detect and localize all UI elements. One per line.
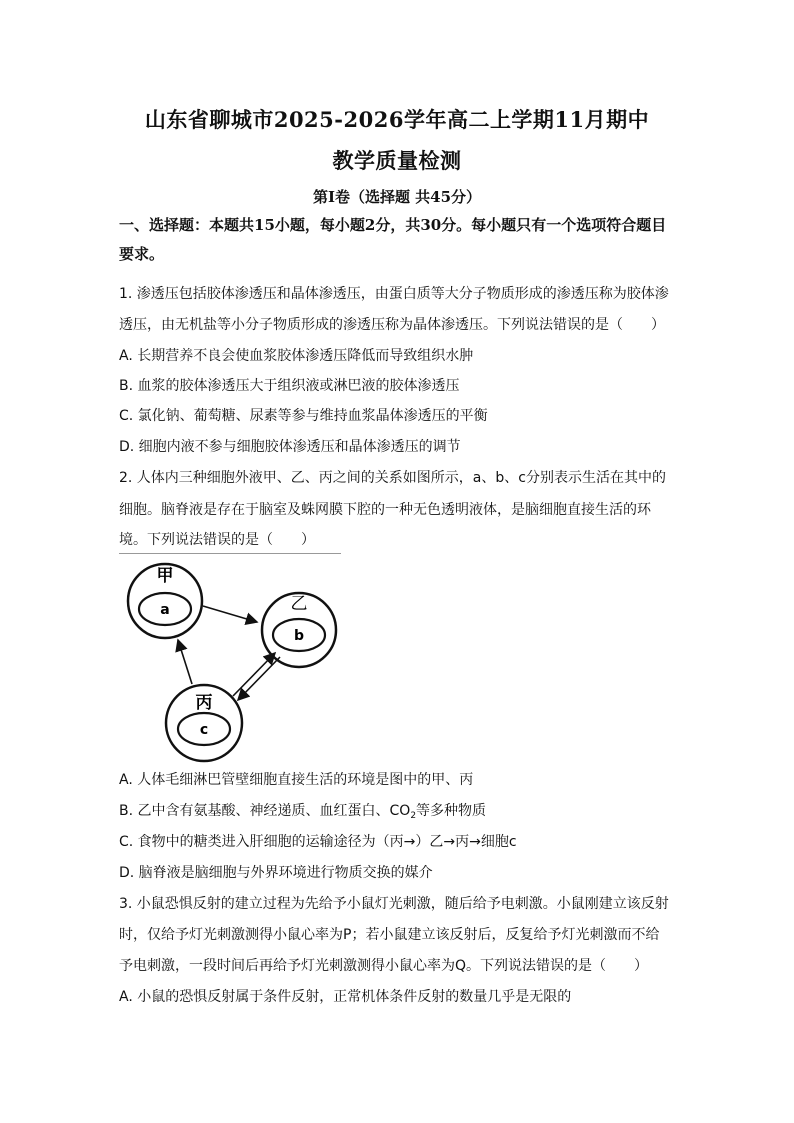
cell-a-label: a [160,602,170,618]
q1-option-d: D. 细胞内液不参与细胞胶体渗透压和晶体渗透压的调节 [119,439,461,455]
arrow-bing-to-jia [178,640,192,684]
section-heading: 一、选择题：本题共15小题，每小题2分，共30分。每小题只有一个选项符合题目要求。 [119,216,667,263]
q2-option-b-text: B. 乙中含有氨基酸、神经递质、血红蛋白、CO [119,803,411,819]
bing-label: 丙 [195,693,213,713]
q1-stem-line1: 1. 渗透压包括胶体渗透压和晶体渗透压，由蛋白质等大分子物质形成的渗透压称为胶体渗 [119,286,669,302]
q1-option-a: A. 长期营养不良会使血浆胶体渗透压降低而导致组织水肿 [119,348,474,364]
q1-stem-line2: 透压，由无机盐等小分子物质形成的渗透压称为晶体渗透压。下列说法错误的是（ ） [119,317,665,333]
q1-option-c: C. 氯化钠、葡萄糖、尿素等参与维持血浆晶体渗透压的平衡 [119,408,488,424]
part-title: 第Ⅰ卷（选择题 共45分） [312,188,482,206]
q2-option-b-tail: 等多种物质 [416,803,487,819]
exam-title: 山东省聊城市2025-2026学年高二上学期11月期中 [144,107,650,132]
exam-title-line2: 教学质量检测 [332,148,462,173]
cell-c-label: c [199,722,209,738]
q3-option-a: A. 小鼠的恐惧反射属于条件反射，正常机体条件反射的数量几乎是无限的 [119,989,572,1005]
jia-label: 甲 [156,566,174,586]
q3-stem-line2: 时，仅给予灯光刺激测得小鼠心率为P；若小鼠建立该反射后，反复给予灯光刺激而不给 [119,927,660,943]
q2-option-a: A. 人体毛细淋巴管壁细胞直接生活的环境是图中的甲、丙 [119,772,474,788]
q2-option-b-subscript: 2 [410,811,417,821]
q3-stem-line3: 予电刺激，一段时间后再给予灯光刺激测得小鼠心率为Q。下列说法错误的是（ ） [119,958,649,974]
q2-option-b [119,800,684,821]
q2-stem-line2: 细胞。脑脊液是存在于脑室及蛛网膜下腔的一种无色透明液体，是脑细胞直接生活的环 [119,502,651,518]
q2-option-c: C. 食物中的糖类进入肝细胞的运输途径为（丙→）乙→丙→细胞c [119,834,517,850]
arrow-jia-to-yi [203,606,257,622]
cell-b-label: b [293,628,305,644]
q3-stem-line1: 3. 小鼠恐惧反射的建立过程为先给予小鼠灯光刺激，随后给予电刺激。小鼠刚建立该反射 [119,896,669,912]
q1-option-b: B. 血浆的胶体渗透压大于组织液或淋巴液的胶体渗透压 [119,378,460,394]
q2-stem-line1: 2. 人体内三种细胞外液甲、乙、丙之间的关系如图所示，a、b、c分别表示生活在其中的 [119,470,666,486]
yi-label: 乙 [290,594,308,614]
q2-stem-line3: 境。下列说法错误的是（ ） [119,532,315,548]
yi-node [255,585,345,675]
divider-line [119,553,341,554]
q2-option-d: D. 脑脊液是脑细胞与外界环境进行物质交换的媒介 [119,865,433,881]
